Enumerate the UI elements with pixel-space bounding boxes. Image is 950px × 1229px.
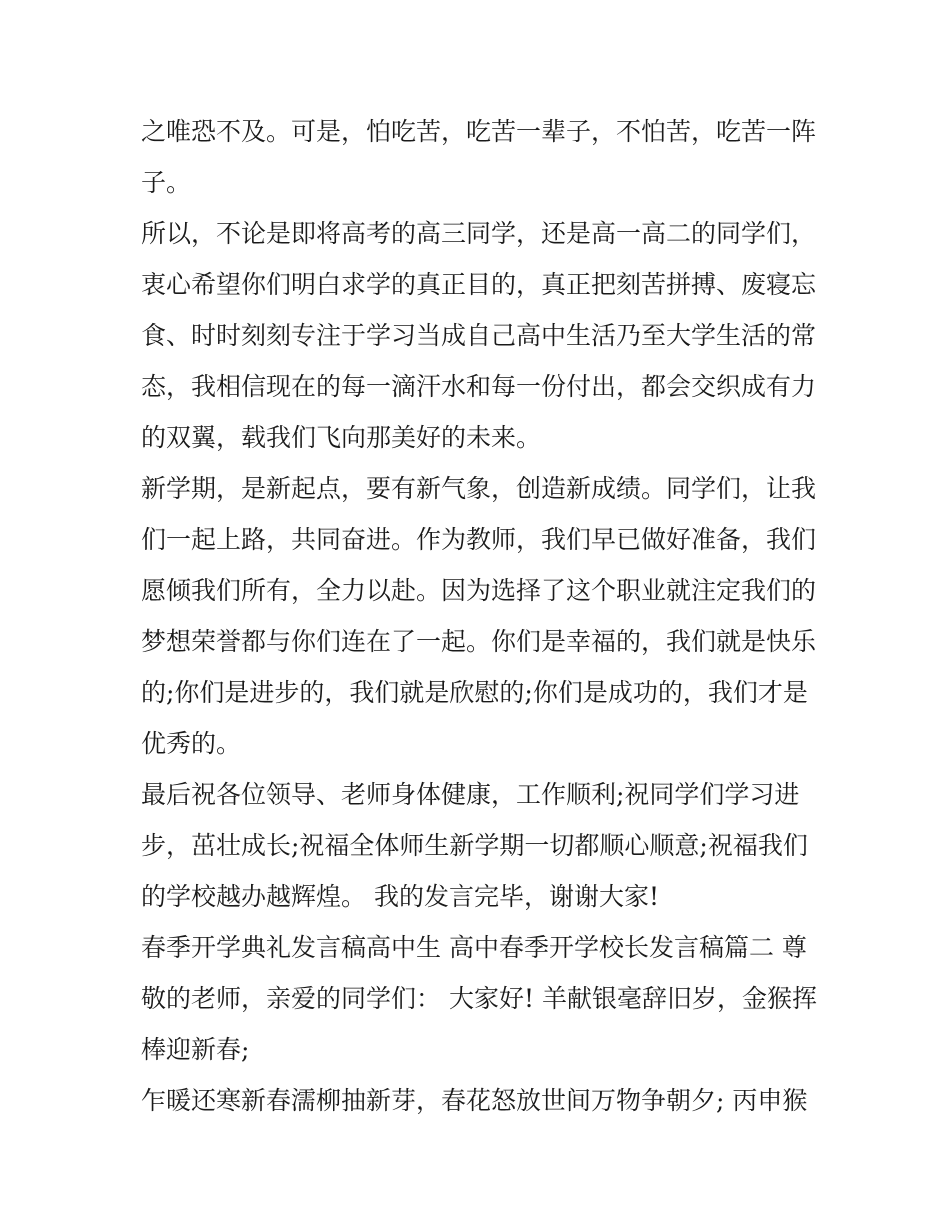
text-line: 新学期，是新起点，要有新气象，创造新成绩。同学们，让我 (141, 474, 817, 503)
text-line: 春季开学典礼发言稿高中生 高中春季开学校长发言稿篇二 尊 (141, 933, 807, 962)
text-line: 步，茁壮成长;祝福全体师生新学期一切都顺心顺意;祝福我们 (141, 831, 808, 860)
text-line: 的双翼，载我们飞向那美好的未来。 (141, 423, 542, 452)
text-line: 梦想荣誉都与你们连在了一起。你们是幸福的，我们就是快乐 (141, 627, 817, 656)
text-line: 愿倾我们所有，全力以赴。因为选择了这个职业就注定我们的 (141, 576, 817, 605)
text-line: 食、时时刻刻专注于学习当成自己高中生活乃至大学生活的常 (141, 321, 817, 350)
text-line: 们一起上路，共同奋进。作为教师，我们早已做好准备，我们 (141, 525, 817, 554)
text-line: 子。 (141, 168, 192, 197)
text-line: 之唯恐不及。可是，怕吃苦，吃苦一辈子，不怕苦，吃苦一阵 (141, 117, 817, 146)
text-line: 优秀的。 (141, 729, 242, 758)
body-text (141, 106, 821, 1126)
text-line: 的学校越办越辉煌。 我的发言完毕，谢谢大家! (141, 882, 659, 911)
text-line: 敬的老师，亲爱的同学们： 大家好! 羊献银毫辞旧岁，金猴挥 (141, 984, 817, 1013)
text-line: 衷心希望你们明白求学的真正目的，真正把刻苦拼搏、废寝忘 (141, 270, 817, 299)
text-line: 最后祝各位领导、老师身体健康，工作顺利;祝同学们学习进 (141, 780, 800, 809)
text-line: 棒迎新春; (141, 1035, 250, 1064)
text-line: 乍暖还寒新春濡柳抽新芽，春花怒放世间万物争朝夕; 丙申猴 (141, 1086, 808, 1115)
text-line: 的;你们是进步的，我们就是欣慰的;你们是成功的，我们才是 (141, 678, 808, 707)
text-line: 态，我相信现在的每一滴汗水和每一份付出，都会交织成有力 (141, 372, 817, 401)
text-line: 所以，不论是即将高考的高三同学，还是高一高二的同学们， (141, 219, 817, 248)
